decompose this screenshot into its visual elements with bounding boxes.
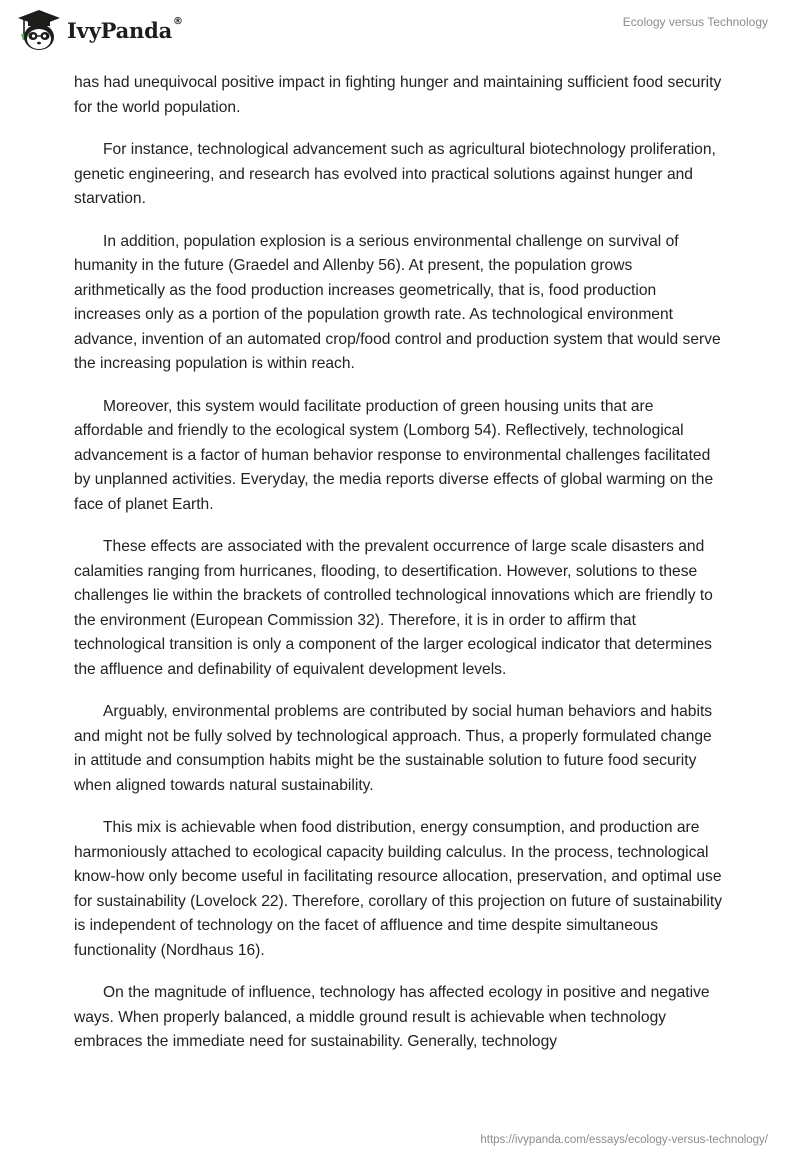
paragraph: has had unequivocal positive impact in fighting hunger and maintaining sufficient food security for the world population. <box>74 74 722 116</box>
panda-logo-icon <box>16 8 62 52</box>
paragraph: Arguably, environmental problems are contributed by social human behaviors and habits and might not be fully solved by technological approach. Thus, a properly formulated change in attitude and consumption habits might be the sustainable solution to future food security when aligned towards natural sustainability. <box>74 703 713 794</box>
source-url[interactable]: https://ivypanda.com/essays/ecology-versus-technology/ <box>480 1134 768 1146</box>
page-header <box>0 0 800 66</box>
ivypanda-logo[interactable] <box>16 8 183 52</box>
paragraph: On the magnitude of influence, technology has affected ecology in positive and negative ways. When properly balanced, a middle ground result is achievable when technology embraces the immediate need for sustainability. Generally, technology <box>74 984 710 1050</box>
paragraph: These effects are associated with the prevalent occurrence of large scale disasters and calamities ranging from hurricanes, flooding, to desertification. However, solutions to these challenges lie within the brackets of controlled technological innovations which are friendly to the environment (European Commission 32). Therefore, it is in order to affirm that technological transition is only a component of the larger ecological indicator that determines the affluence and definability of equivalent development levels. <box>74 538 713 678</box>
article-body <box>74 71 724 1073</box>
logo-text: IvyPanda® <box>67 15 183 43</box>
paragraph: In addition, population explosion is a serious environmental challenge on survival of humanity in the future (Graedel and Allenby 56). At present, the population grows arithmetically as the food production increases geometrically, that is, food production increases only as a portion of the population growth rate. As technological environment advance, invention of an automated crop/food control and production system that would serve the increasing population is within reach. <box>74 232 721 372</box>
paragraph: Moreover, this system would facilitate production of green housing units that are affordable and friendly to the ecological system (Lomborg 54). Reflectively, technological advancement is a factor of human behavior response to environmental challenges facilitated by unplanned activities. Everyday, the media reports diverse effects of global warming on the face of planet Earth. <box>74 397 714 513</box>
paragraph: This mix is achievable when food distribution, energy consumption, and production are harmoniously attached to ecological capacity building calculus. In the process, technological know-how only become useful in facilitating resource allocation, preservation, and optimal use for sustainability (Lovelock 22). Therefore, corollary of this projection on future of sustainability is independent of technology on the facet of affluence and time despite simultaneous functionality (Nordhaus 16). <box>74 819 723 959</box>
paragraph: For instance, technological advancement such as agricultural biotechnology proliferation, genetic engineering, and research has evolved into practical solutions against hunger and starvation. <box>74 141 716 207</box>
document-title: Ecology versus Technology <box>622 15 768 29</box>
